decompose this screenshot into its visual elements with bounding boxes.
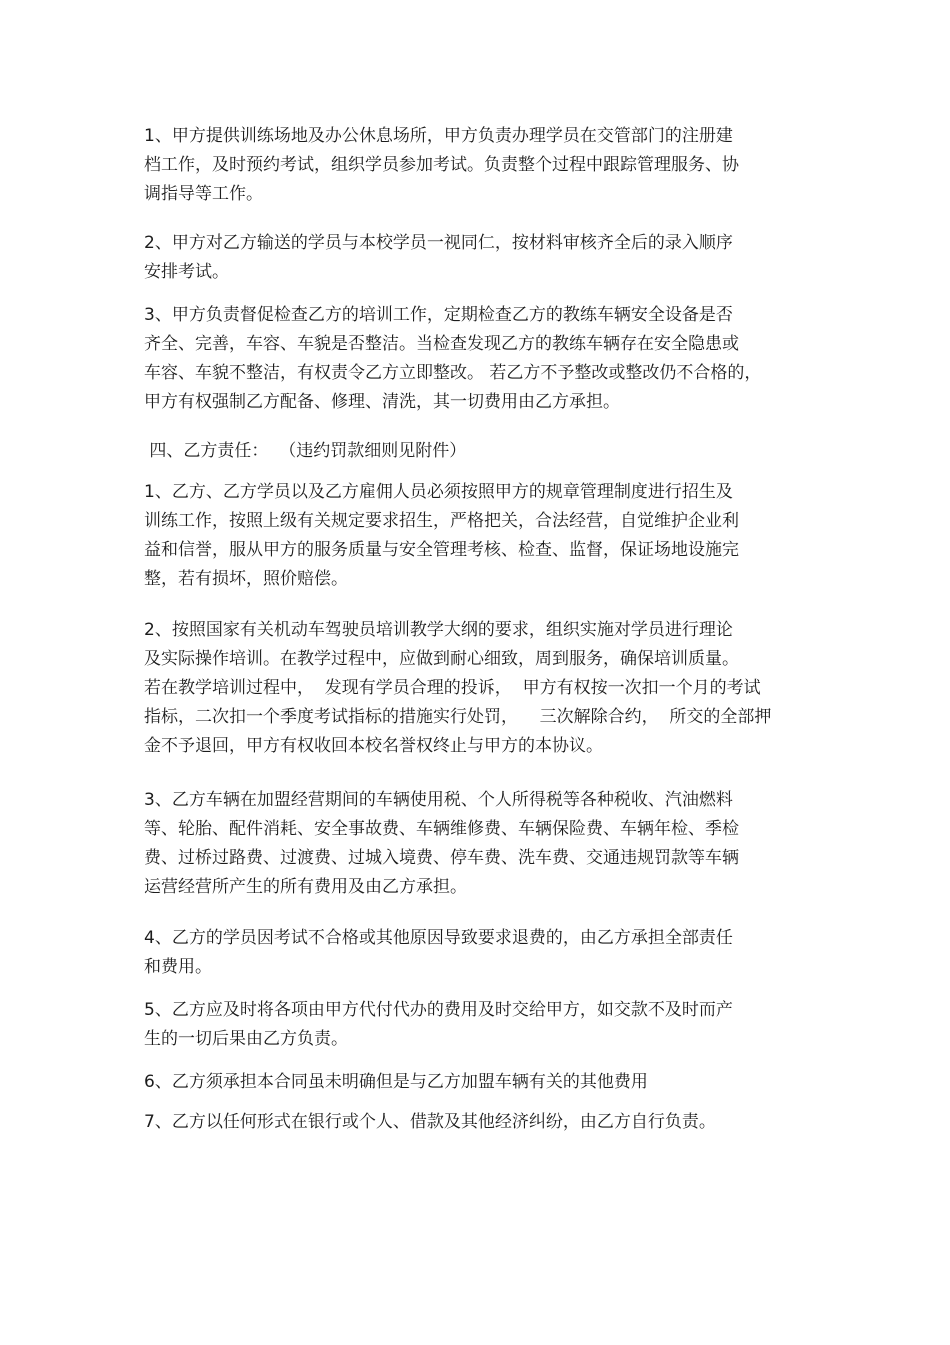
paragraph-2 bbox=[144, 229, 834, 287]
text-line: 2、甲方对乙方输送的学员与本校学员一视同仁，按材料审核齐全后的录入顺序 bbox=[144, 233, 733, 253]
text-line: 3、甲方负责督促检查乙方的培训工作，定期检查乙方的教练车辆安全设备是否 bbox=[144, 305, 733, 325]
paragraph-5 bbox=[144, 616, 834, 761]
text-line: 和费用。 bbox=[144, 957, 212, 977]
text-line: 金不予退回，甲方有权收回本校名誉权终止与甲方的本协议。 bbox=[144, 736, 603, 756]
text-line: 4、乙方的学员因考试不合格或其他原因导致要求退费的，由乙方承担全部责任 bbox=[144, 928, 733, 948]
section-heading bbox=[144, 437, 834, 466]
paragraph-1 bbox=[144, 122, 834, 209]
text-line: 1、乙方、乙方学员以及乙方雇佣人员必须按照甲方的规章管理制度进行招生及 bbox=[144, 482, 733, 502]
text-line: 及实际操作培训。在教学过程中，应做到耐心细致，周到服务，确保培训质量。 bbox=[144, 649, 739, 669]
text-line: 7、乙方以任何形式在银行或个人、借款及其他经济纠纷，由乙方自行负责。 bbox=[144, 1112, 716, 1132]
text-line: 运营经营所产生的所有费用及由乙方承担。 bbox=[144, 877, 467, 897]
text-line: 训练工作，按照上级有关规定要求招生，严格把关，合法经营，自觉维护企业利 bbox=[144, 511, 739, 531]
paragraph-6 bbox=[144, 786, 834, 902]
paragraph-4 bbox=[144, 478, 834, 594]
text-line: 等、轮胎、配件消耗、安全事故费、车辆维修费、车辆保险费、车辆年检、季检 bbox=[144, 819, 739, 839]
paragraph-9 bbox=[144, 1068, 834, 1097]
text-line: 车容、车貌不整洁，有权责令乙方立即整改。 若乙方不予整改或整改仍不合格的， bbox=[144, 363, 762, 383]
text-line: 甲方有权强制乙方配备、修理、清洗，其一切费用由乙方承担。 bbox=[144, 392, 620, 412]
text-line: 生的一切后果由乙方负责。 bbox=[144, 1029, 348, 1049]
text-line: 齐全、完善，车容、车貌是否整洁。当检查发现乙方的教练车辆存在安全隐患或 bbox=[144, 334, 739, 354]
text-line: 5、乙方应及时将各项由甲方代付代办的费用及时交给甲方，如交款不及时而产 bbox=[144, 1000, 733, 1020]
paragraph-3 bbox=[144, 301, 834, 417]
text-line: 益和信誉，服从甲方的服务质量与安全管理考核、检查、监督，保证场地设施完 bbox=[144, 540, 739, 560]
paragraph-10 bbox=[144, 1108, 834, 1137]
paragraph-8 bbox=[144, 996, 834, 1054]
text-line: 若在教学培训过程中， 发现有学员合理的投诉， 甲方有权按一次扣一个月的考试 bbox=[144, 678, 761, 698]
text-line: 6、乙方须承担本合同虽未明确但是与乙方加盟车辆有关的其他费用 bbox=[144, 1072, 648, 1092]
heading-line: 四、乙方责任： （违约罚款细则见附件） bbox=[144, 441, 467, 461]
text-line: 费、过桥过路费、过渡费、过城入境费、停车费、洗车费、交通违规罚款等车辆 bbox=[144, 848, 739, 868]
paragraph-7 bbox=[144, 924, 834, 982]
text-line: 调指导等工作。 bbox=[144, 184, 263, 204]
text-line: 档工作，及时预约考试，组织学员参加考试。负责整个过程中跟踪管理服务、协 bbox=[144, 155, 739, 175]
text-line: 2、按照国家有关机动车驾驶员培训教学大纲的要求，组织实施对学员进行理论 bbox=[144, 620, 733, 640]
text-line: 安排考试。 bbox=[144, 262, 229, 282]
text-line: 3、乙方车辆在加盟经营期间的车辆使用税、个人所得税等各种税收、汽油燃料 bbox=[144, 790, 733, 810]
text-line: 指标，二次扣一个季度考试指标的措施实行处罚， 三次解除合约， 所交的全部押 bbox=[144, 707, 772, 727]
text-line: 1、甲方提供训练场地及办公休息场所，甲方负责办理学员在交管部门的注册建 bbox=[144, 126, 733, 146]
text-line: 整，若有损坏，照价赔偿。 bbox=[144, 569, 348, 589]
